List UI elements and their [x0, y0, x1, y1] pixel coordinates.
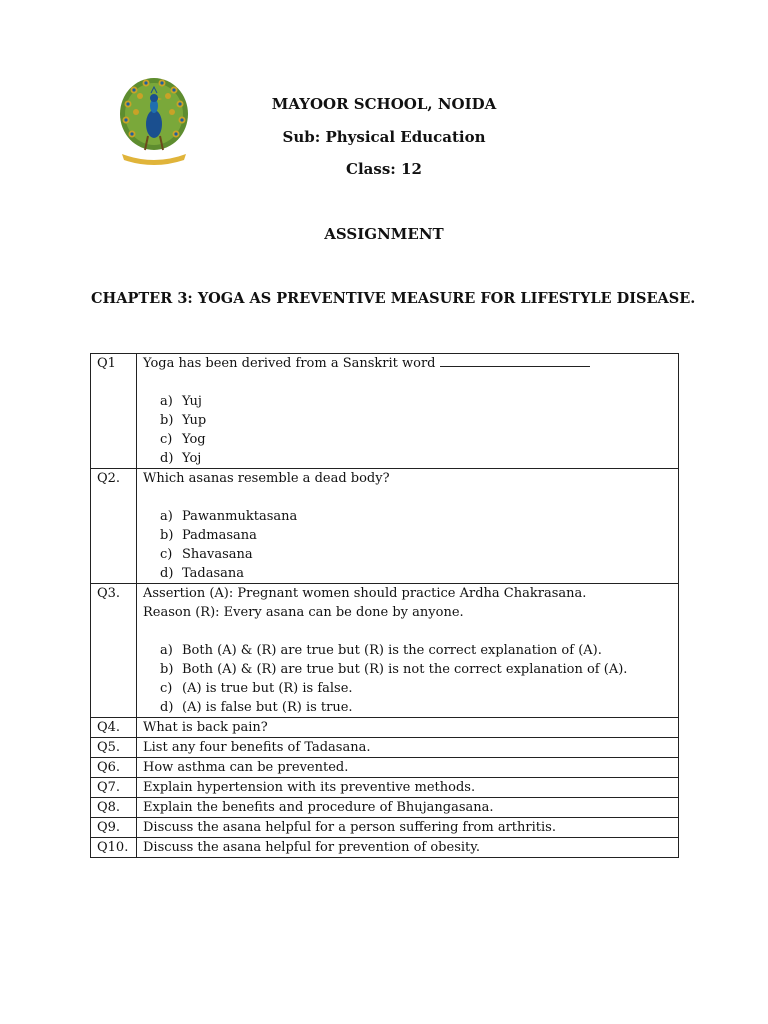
question-row [91, 778, 679, 798]
question-text: Explain hypertension with its preventive methods. [137, 778, 679, 798]
question-number: Q9. [91, 818, 137, 838]
question-row [91, 838, 679, 858]
question-text: Explain the benefits and procedure of Bhujangasana. [137, 798, 679, 818]
options-list [143, 392, 672, 468]
question-content [137, 469, 679, 584]
question-content [137, 584, 679, 718]
option: b) Yup [160, 413, 207, 428]
question-text: Discuss the asana helpful for a person suffering from arthritis. [137, 818, 679, 838]
chapter-title: CHAPTER 3: YOGA AS PREVENTIVE MEASURE FOR LIFESTYLE DISEASE. [91, 290, 696, 307]
reason-text: Reason (R): Every asana can be done by anyone. [143, 605, 464, 620]
option: d) Yoj [160, 451, 202, 466]
question-row [91, 354, 679, 469]
question-row [91, 584, 679, 718]
question-text: Discuss the asana helpful for prevention of obesity. [137, 838, 679, 858]
option: c) Shavasana [160, 547, 253, 562]
question-number: Q8. [91, 798, 137, 818]
question-number: Q7. [91, 778, 137, 798]
question-text: How asthma can be prevented. [137, 758, 679, 778]
assertion-text: Assertion (A): Pregnant women should practice Ardha Chakrasana. [143, 586, 587, 601]
question-row [91, 469, 679, 584]
option: b) Padmasana [160, 528, 257, 543]
question-row [91, 718, 679, 738]
option: b) Both (A) & (R) are true but (R) is not the correct explanation of (A). [160, 662, 628, 677]
options-list [143, 641, 672, 717]
question-text: List any four benefits of Tadasana. [137, 738, 679, 758]
question-content [137, 354, 679, 469]
questions-table [90, 353, 679, 858]
option: c) (A) is true but (R) is false. [160, 681, 353, 696]
school-name: MAYOOR SCHOOL, NOIDA [271, 95, 497, 113]
options-list [143, 507, 672, 583]
option: d) Tadasana [160, 566, 245, 581]
document-type-heading: ASSIGNMENT [324, 225, 444, 243]
option: c) Yog [160, 432, 206, 447]
question-row [91, 738, 679, 758]
option: a) Yuj [160, 394, 202, 409]
question-number: Q6. [91, 758, 137, 778]
school-logo-peacock [118, 76, 190, 168]
question-number: Q10. [91, 838, 137, 858]
question-number: Q1 [91, 354, 137, 469]
question-number: Q5. [91, 738, 137, 758]
class-line: Class: 12 [346, 160, 422, 178]
question-number: Q3. [91, 584, 137, 718]
question-row [91, 818, 679, 838]
question-number: Q2. [91, 469, 137, 584]
subject-line: Sub: Physical Education [282, 128, 486, 146]
answer-blank [440, 354, 590, 367]
option: d) (A) is false but (R) is true. [160, 700, 353, 715]
option: a) Pawanmuktasana [160, 509, 298, 524]
question-row [91, 798, 679, 818]
question-text: Which asanas resemble a dead body? [143, 471, 390, 486]
question-text: What is back pain? [137, 718, 679, 738]
question-number: Q4. [91, 718, 137, 738]
question-text: Yoga has been derived from a Sanskrit word [143, 354, 672, 373]
question-row [91, 758, 679, 778]
option: a) Both (A) & (R) are true but (R) is the correct explanation of (A). [160, 643, 602, 658]
